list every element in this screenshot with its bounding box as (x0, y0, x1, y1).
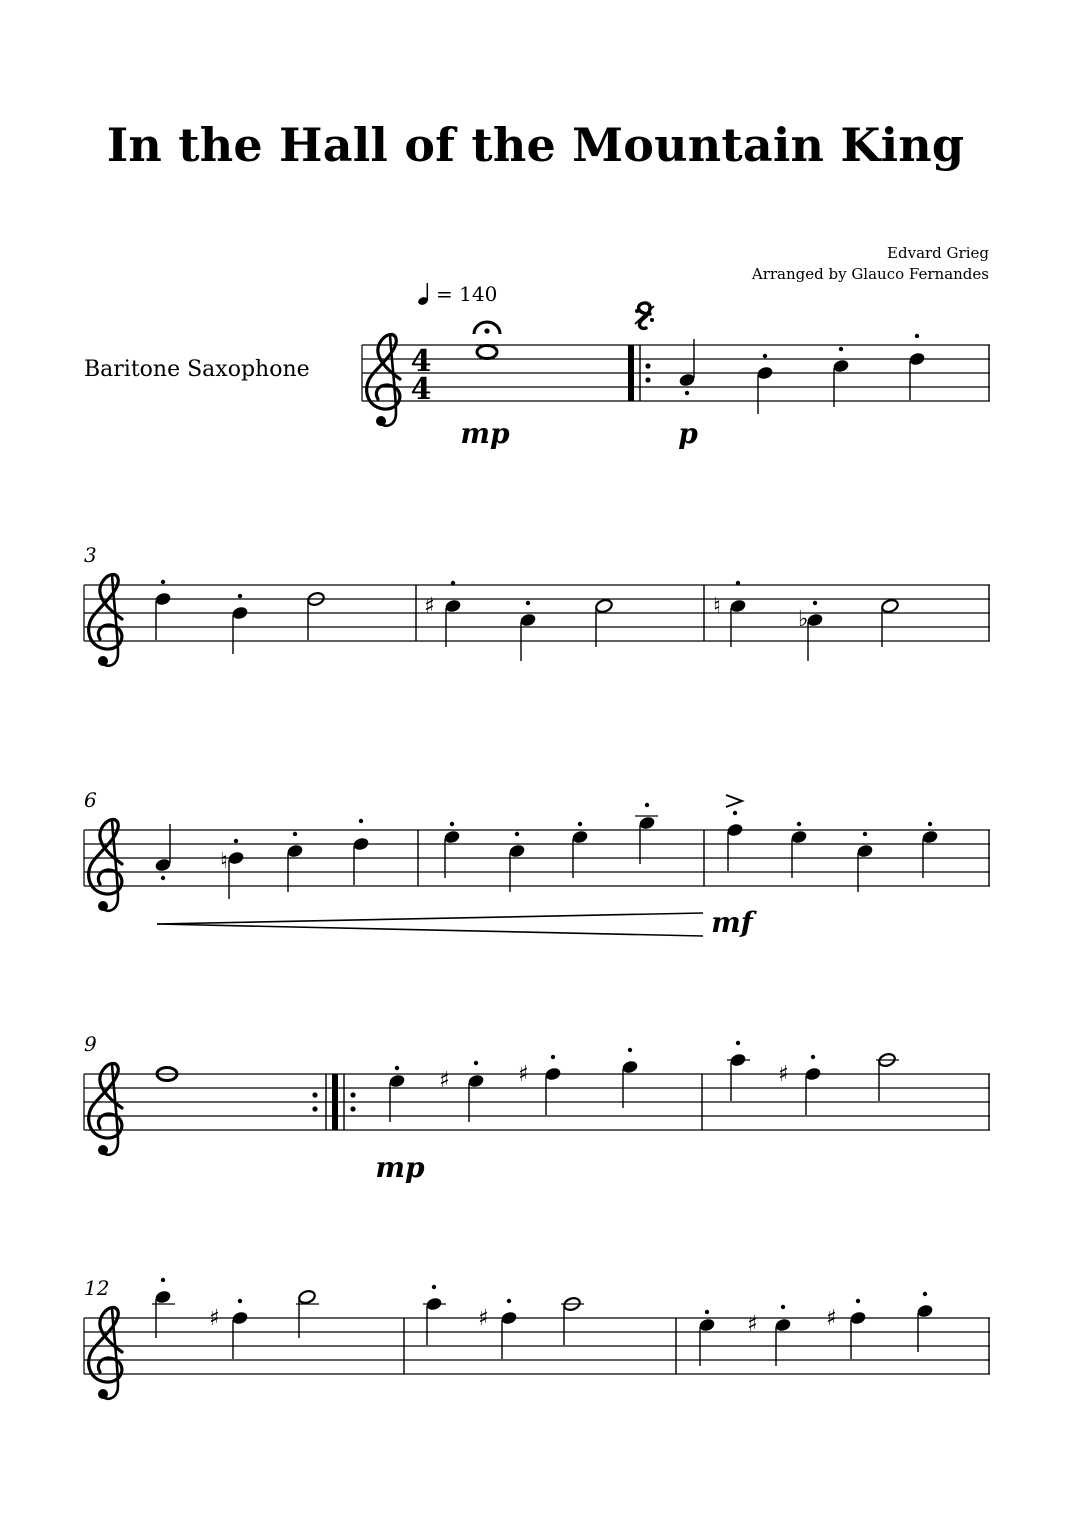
note (849, 1299, 867, 1359)
staff-row-4 (84, 1074, 990, 1130)
tempo-value: = 140 (436, 282, 498, 306)
staff-row-1 (362, 345, 990, 401)
staff-row-2 (84, 585, 990, 641)
note (908, 334, 926, 400)
note (635, 803, 658, 864)
note (352, 819, 370, 885)
fermata-icon (474, 322, 500, 334)
note (729, 581, 747, 647)
note (227, 839, 245, 899)
staff-row-5 (84, 1318, 990, 1374)
measure-number-12: 12 (84, 1276, 110, 1300)
measure-number-3: 3 (84, 543, 97, 567)
note (832, 347, 850, 407)
crescendo-hairpin (157, 913, 703, 936)
dynamic-mp: mp (460, 417, 510, 450)
note (231, 1299, 249, 1359)
whole-note (476, 345, 498, 359)
note (286, 832, 304, 892)
note (804, 1055, 822, 1115)
dynamic-mf: mf (711, 906, 753, 939)
dynamic-mp: mp (375, 1151, 425, 1184)
note (727, 1041, 750, 1101)
half-note (881, 598, 900, 647)
treble-clef-icon (89, 574, 122, 666)
composer-credit: Edvard Grieg (887, 244, 989, 262)
note (423, 1285, 446, 1345)
half-note (296, 1289, 319, 1338)
flat-icon: ♭ (798, 607, 809, 632)
note (774, 1305, 792, 1366)
sharp-icon: ♯ (424, 594, 435, 619)
note (444, 581, 462, 647)
note (154, 580, 172, 640)
note (621, 1048, 639, 1108)
instrument-name: Baritone Saxophone (84, 357, 310, 382)
note (231, 594, 249, 654)
measure-number-9: 9 (84, 1032, 97, 1056)
half-note (595, 598, 614, 647)
note (519, 601, 537, 661)
note (756, 354, 774, 414)
sharp-icon: ♯ (826, 1306, 837, 1331)
note (726, 811, 744, 871)
time-sig-top: 4 (410, 344, 432, 379)
note (856, 832, 874, 892)
natural-icon: ♮ (220, 849, 228, 874)
note (806, 601, 824, 661)
piece-title: In the Hall of the Mountain King (106, 118, 965, 172)
dynamic-p: p (678, 417, 698, 450)
sharp-icon: ♯ (518, 1062, 529, 1087)
sharp-icon: ♯ (439, 1068, 450, 1093)
sharp-icon: ♯ (747, 1312, 758, 1337)
half-note (876, 1052, 899, 1101)
note (508, 832, 526, 892)
treble-clef-icon (367, 334, 400, 426)
sharp-icon: ♯ (778, 1062, 789, 1087)
note (500, 1299, 518, 1359)
note (152, 1278, 175, 1338)
natural-icon: ♮ (713, 594, 721, 619)
sharp-icon: ♯ (209, 1306, 220, 1331)
note (916, 1292, 934, 1352)
sharp-icon: ♯ (478, 1306, 489, 1331)
measure-number-6: 6 (84, 788, 97, 812)
note (467, 1061, 485, 1122)
arranger-credit: Arranged by Glauco Fernandes (751, 265, 989, 283)
time-sig-bottom: 4 (410, 372, 432, 407)
treble-clef-icon (89, 1307, 122, 1399)
half-note (561, 1296, 584, 1345)
segno-icon (635, 303, 654, 328)
treble-clef-icon (89, 819, 122, 911)
note (544, 1055, 562, 1115)
treble-clef-icon (89, 1063, 122, 1155)
accent-icon (726, 795, 742, 807)
